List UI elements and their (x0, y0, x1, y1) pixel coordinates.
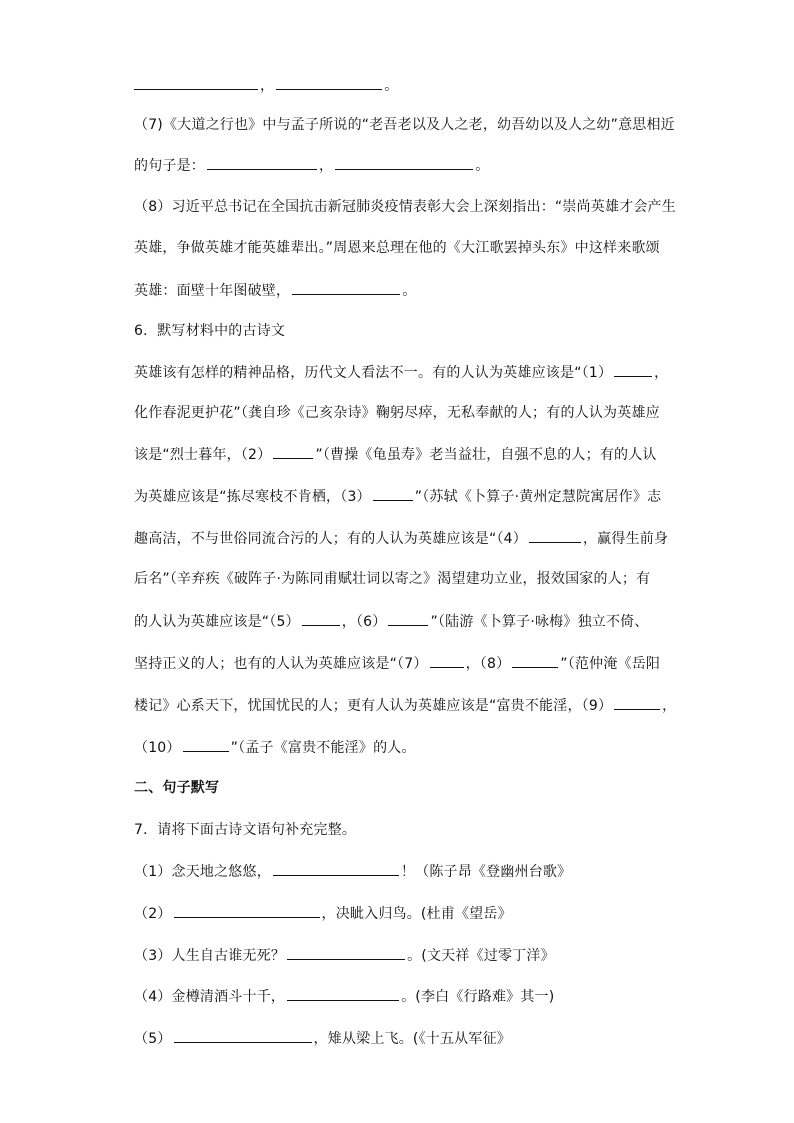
answer-blank[interactable] (614, 362, 652, 377)
answer-blank[interactable] (335, 155, 473, 170)
question-8-text: （8）习近平总书记在全国抗击新冠肺炎疫情表彰大会上深刻指出：“崇尚英雄才会产生 (134, 199, 676, 215)
passage-line: 的人认为英雄应该是“（5） ，（6） ”（陆游《卜算子·咏梅》独立不倚、 (134, 611, 649, 632)
answer-blank[interactable] (512, 653, 558, 668)
passage-line: 该是“烈士暮年，（2） ”（曹操《龟虽寿》老当益壮，自强不息的人；有的人认 (134, 444, 657, 465)
answer-line-6: ， 。 (134, 75, 398, 96)
answer-blank[interactable] (134, 75, 258, 90)
answer-blank[interactable] (207, 155, 317, 170)
passage-line: 趣高洁，不与世俗同流合污的人；有的人认为英雄应该是“（4） ，赢得生前身 (134, 528, 668, 549)
passage-line: 后名”（辛弃疾《破阵子·为陈同甫赋壮词以寄之》渴望建功立业，报效国家的人；有 (134, 571, 651, 587)
passage-line: 英雄该有怎样的精神品格，历代文人看法不一。有的人认为英雄应该是“（1） ， (134, 362, 668, 383)
fill-item-2: （2） ，决眦入归鸟。(杜甫《望岳》 (134, 903, 512, 924)
answer-blank[interactable] (430, 653, 464, 668)
fill-item-1: （1）念天地之悠悠， ！（陈子昂《登幽州台歌》 (134, 861, 571, 882)
answer-blank[interactable] (287, 986, 399, 1001)
answer-blank[interactable] (273, 861, 399, 876)
answer-blank[interactable] (276, 75, 382, 90)
answer-line-8: 英雄：面壁十年图破壁， 。 (134, 280, 416, 301)
question-7-text: （7)《大道之行也》中与孟子所说的“老吾老以及人之老，幼吾幼以及人之幼”意思相近 (134, 117, 675, 133)
answer-blank[interactable] (174, 1028, 312, 1043)
answer-blank[interactable] (287, 945, 405, 960)
passage-line: 化作春泥更护花”（龚自珍《己亥杂诗》鞠躬尽瘁，无私奉献的人；有的人认为英雄应 (134, 405, 660, 421)
section-heading: 二、句子默写 (134, 780, 220, 796)
answer-blank[interactable] (174, 903, 320, 918)
passage-line: （10） ”（孟子《富贵不能淫》的人。 (134, 737, 416, 758)
answer-blank[interactable] (614, 695, 660, 710)
question-7-heading: 7．请将下面古诗文语句补充完整。 (134, 822, 357, 838)
question-8-text-2: 英雄，争做英雄才能英雄辈出。”周恩来总理在他的《大江歌罢掉头东》中这样来歌颂 (134, 240, 660, 256)
answer-blank[interactable] (183, 737, 229, 752)
answer-line-7: 的句子是： ， 。 (134, 155, 489, 176)
question-6-heading: 6．默写材料中的古诗文 (134, 323, 286, 339)
fill-item-4: （4）金樽清酒斗十千， 。(李白《行路难》其一) (134, 986, 554, 1007)
answer-blank[interactable] (273, 444, 313, 459)
passage-line: 坚持正义的人；也有的人认为英雄应该是“（7） ，（8） ”（范仲淹《岳阳 (134, 653, 660, 674)
passage-line: 为英雄应该是“拣尽寒枝不肯栖，（3） ”（苏轼《卜算子·黄州定慧院寓居作》志 (134, 486, 661, 507)
answer-blank[interactable] (292, 280, 400, 295)
fill-item-5: （5） ，雉从梁上飞。(《十五从军征》 (134, 1028, 511, 1049)
answer-blank[interactable] (388, 611, 428, 626)
fill-item-3: （3）人生自古谁无死？ 。(文天祥《过零丁洋》 (134, 945, 555, 966)
answer-blank[interactable] (302, 611, 340, 626)
answer-blank[interactable] (529, 528, 581, 543)
answer-blank[interactable] (373, 486, 413, 501)
passage-line: 楼记》心系天下，忧国忧民的人；更有人认为英雄应该是“富贵不能淫，（9） ， (134, 695, 676, 716)
